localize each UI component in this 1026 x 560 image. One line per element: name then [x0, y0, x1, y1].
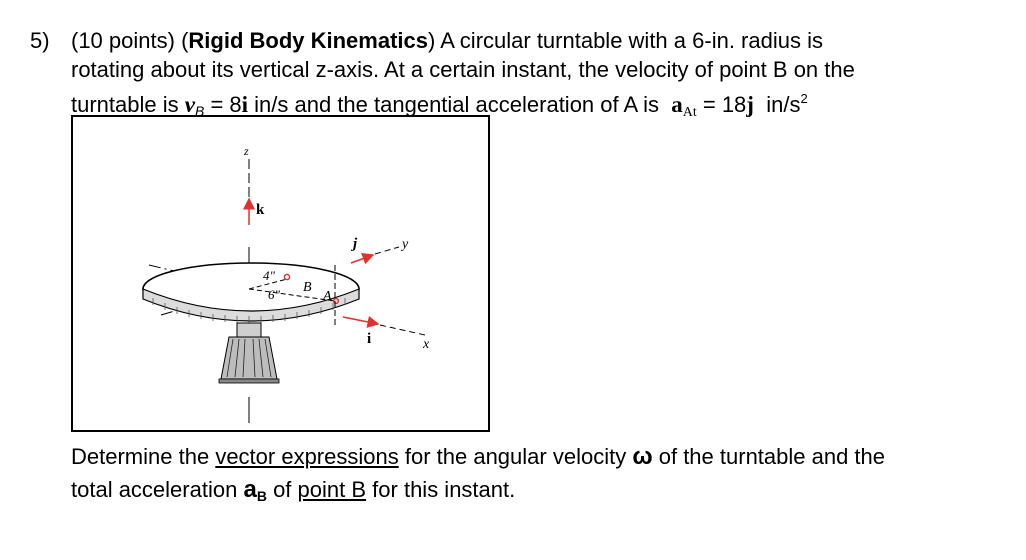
open-paren: ( [181, 28, 189, 53]
point-B-text: point B [297, 477, 367, 502]
aAt-symbol: a [671, 92, 683, 117]
x-axis-line [380, 325, 425, 335]
y-label: y [402, 237, 409, 252]
j-label: j [353, 236, 358, 252]
aAt-equals: = 18 [702, 92, 747, 117]
pedestal-base [221, 337, 277, 379]
topic-label: Rigid Body Kinematics [188, 28, 428, 53]
vB-equals: = 8 [210, 92, 242, 117]
problem-number: 5) [30, 28, 50, 53]
turntable-figure [71, 115, 490, 432]
vB-unit-vector: i [241, 92, 249, 117]
i-arrow [343, 317, 378, 324]
turntable-diagram [73, 117, 488, 430]
problem-line-1-text: A circular turntable with a 6-in. radius is [440, 28, 823, 53]
pedestal-foot [219, 379, 279, 383]
close-paren: ) [428, 28, 436, 53]
aAt-subscript: At [682, 105, 697, 120]
j-arrow [351, 255, 373, 263]
label-A: A [323, 289, 332, 304]
label-B: B [303, 280, 312, 295]
y-axis-line [375, 247, 399, 254]
spindle [237, 323, 261, 337]
vB-symbol: v [184, 92, 195, 117]
vB-units: in/s and the tangential acceleration of A is [254, 92, 659, 117]
aAt-units: in/s [766, 92, 801, 117]
aAt-unit-vector: j [746, 92, 754, 117]
k-label: k [256, 202, 265, 218]
x-label: x [423, 337, 430, 352]
question-text [71, 440, 1011, 513]
z-axis-label: z [244, 144, 249, 158]
question-mid2: of the turntable and the [658, 444, 886, 469]
problem-line-1 [30, 26, 1010, 55]
question-post: for this instant. [372, 477, 516, 502]
question-mid1: for the angular velocity [404, 444, 627, 469]
aB-symbol: a [243, 476, 257, 503]
omega-symbol: ω [632, 443, 653, 470]
aB-subscript: B [256, 488, 267, 504]
label-4in: 4" [263, 268, 275, 283]
problem-line-2: rotating about its vertical z-axis. At a certain instant, the velocity of point B on the [71, 57, 855, 82]
vB-subscript: B [194, 103, 205, 119]
vector-expressions-text: vector expressions [215, 444, 399, 469]
line3-pre: turntable is [71, 92, 179, 117]
problem-statement [30, 26, 1010, 127]
question-of: of [273, 477, 292, 502]
points-label: (10 points) [71, 28, 175, 53]
i-label: i [367, 331, 372, 347]
question-pre: Determine the [71, 444, 210, 469]
question-line-1 [71, 440, 1011, 473]
label-6in: 6" [268, 287, 280, 302]
aAt-units-sup: 2 [800, 91, 808, 106]
question-line-2 [71, 473, 1011, 513]
question-line2-pre: total acceleration [71, 477, 238, 502]
